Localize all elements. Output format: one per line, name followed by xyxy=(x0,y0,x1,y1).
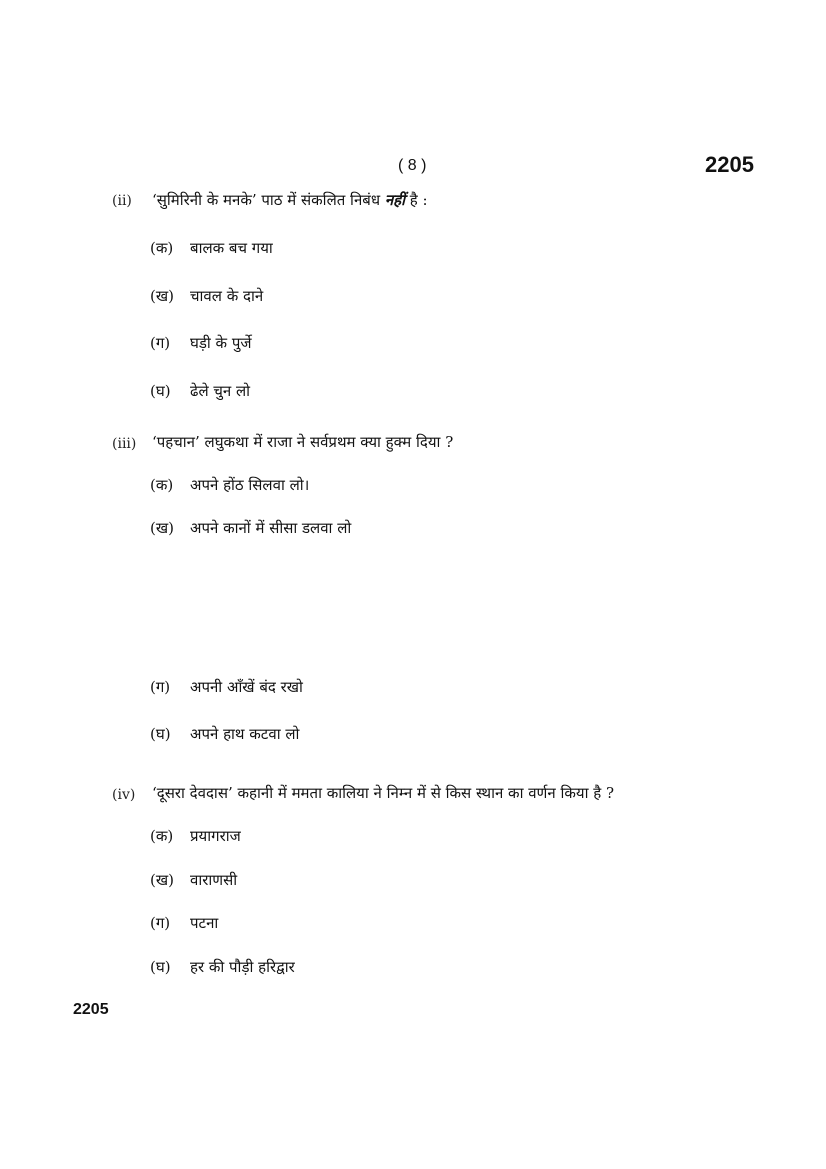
option-text: अपने होंठ सिलवा लो। xyxy=(190,476,310,494)
option-text: अपने कानों में सीसा डलवा लो xyxy=(190,519,352,537)
option-label: (क) xyxy=(150,239,174,257)
option-text: बालक बच गया xyxy=(190,239,273,257)
option-text: वाराणसी xyxy=(190,871,238,889)
option-text: ढेले चुन लो xyxy=(190,382,251,400)
question-text: ‘दूसरा देवदास’ कहानी में ममता कालिया ने निम्न में से किस स्थान का वर्णन किया है ? xyxy=(152,784,615,802)
paper-code-header: 2205 xyxy=(705,152,754,177)
question-text-part: ‘सुमिरिनी के मनके’ पाठ में संकलित निबंध xyxy=(152,191,385,209)
option-label: (क) xyxy=(150,827,174,845)
option-label: (घ) xyxy=(150,382,171,400)
question-number: (ii) xyxy=(112,193,132,209)
option-label: (ख) xyxy=(150,287,174,305)
question-number: (iii) xyxy=(112,436,137,452)
option-text: हर की पौड़ी हरिद्वार xyxy=(190,958,295,976)
option-text: प्रयागराज xyxy=(190,827,241,845)
question-text-part: है : xyxy=(405,191,428,209)
option-label: (ख) xyxy=(150,871,174,889)
option-label: (ख) xyxy=(150,519,174,537)
option-label: (ग) xyxy=(150,334,171,352)
option-text: घड़ी के पुर्जे xyxy=(190,334,252,352)
option-text: पटना xyxy=(190,914,219,932)
page-number: ( 8 ) xyxy=(398,157,427,174)
paper-code-footer: 2205 xyxy=(73,1001,109,1018)
option-label: (घ) xyxy=(150,958,171,976)
option-label: (ग) xyxy=(150,914,171,932)
question-text: ‘पहचान’ लघुकथा में राजा ने सर्वप्रथम क्या हुक्म दिया ? xyxy=(152,433,454,451)
option-text: अपनी आँखें बंद रखो xyxy=(190,678,303,696)
option-label: (ग) xyxy=(150,678,171,696)
option-label: (घ) xyxy=(150,725,171,743)
option-text: चावल के दाने xyxy=(190,287,264,305)
question-number: (iv) xyxy=(112,787,136,803)
question-emphasis: नहीं xyxy=(384,191,406,209)
option-text: अपने हाथ कटवा लो xyxy=(190,725,300,743)
option-label: (क) xyxy=(150,476,174,494)
question-text xyxy=(152,190,428,210)
